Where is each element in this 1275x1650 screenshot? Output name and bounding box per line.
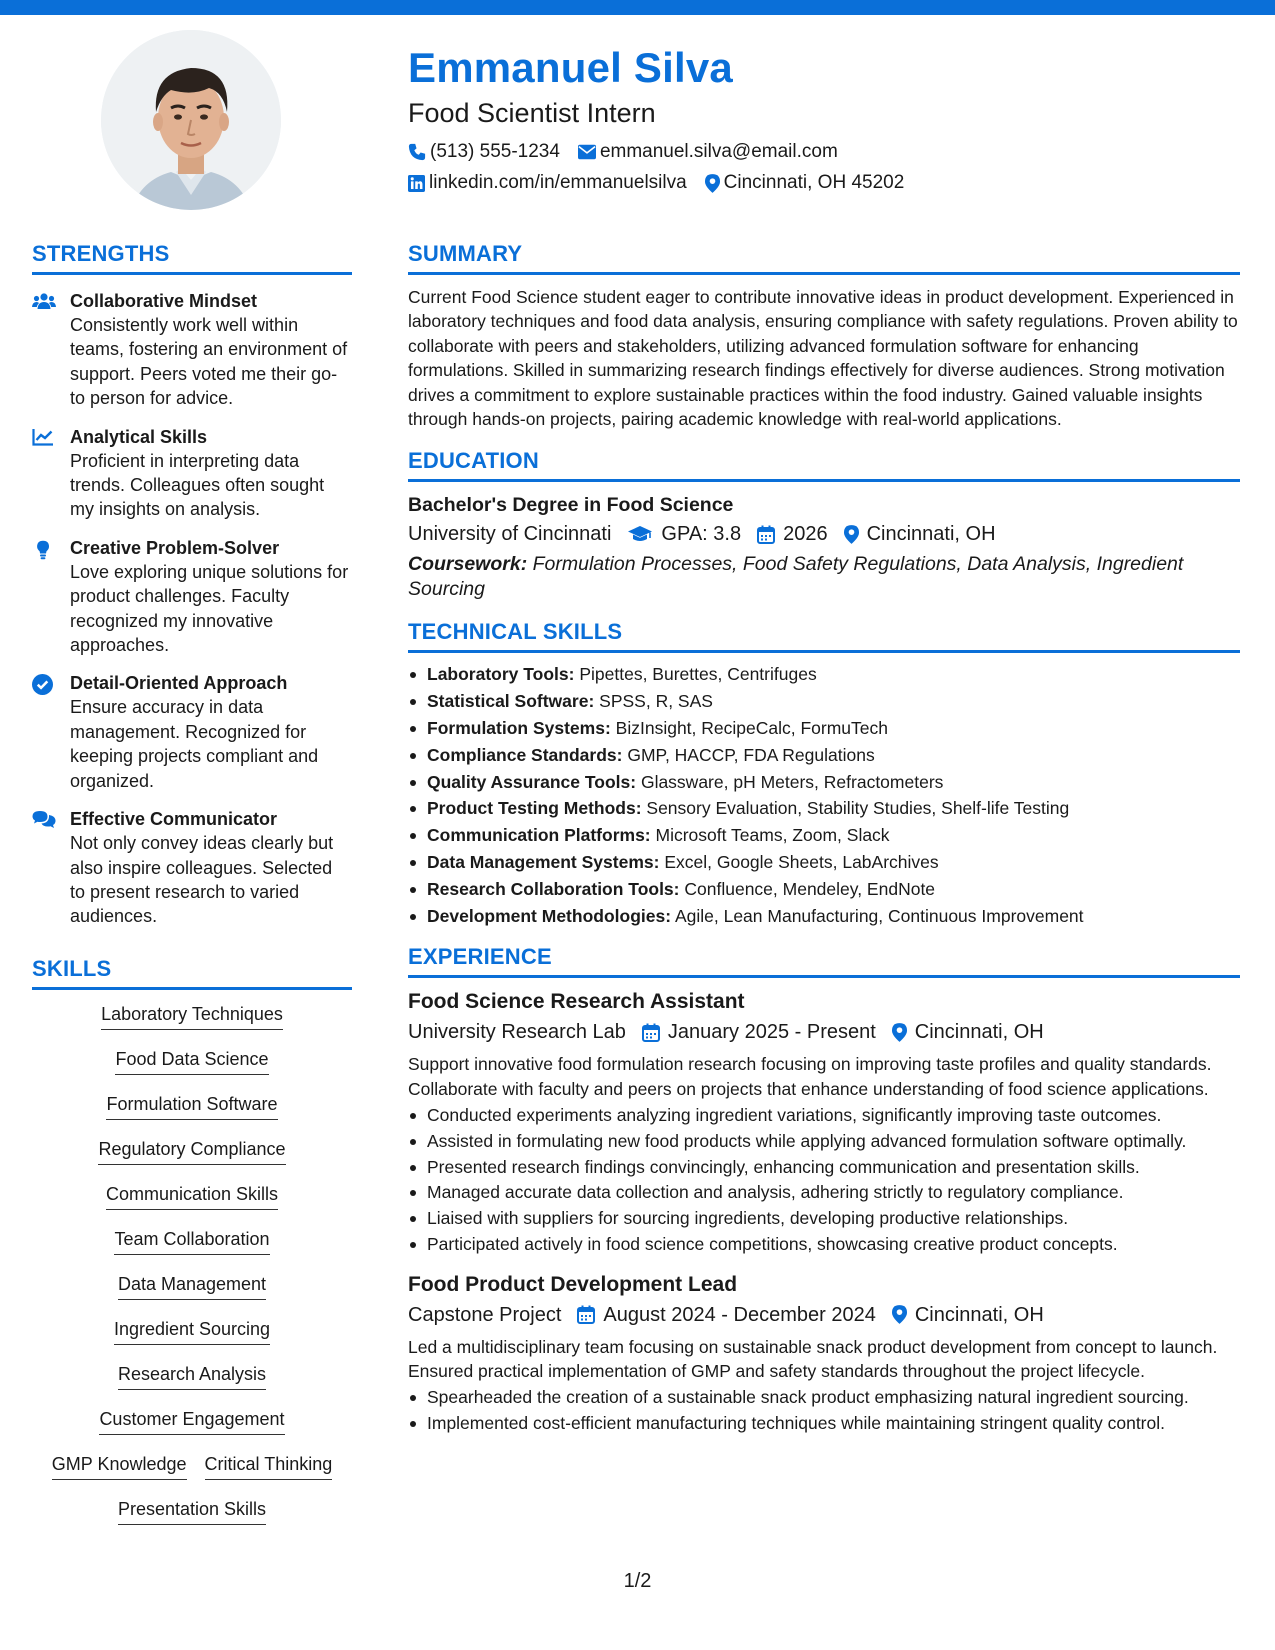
job-location bbox=[892, 1301, 1044, 1329]
calendar-icon bbox=[577, 1305, 595, 1324]
job-location-text: Cincinnati, OH bbox=[914, 1021, 1044, 1044]
strength-title: Effective Communicator bbox=[70, 809, 278, 830]
job-org-text: University Research Lab bbox=[408, 1021, 626, 1044]
tech-value: Microsoft Teams, Zoom, Slack bbox=[655, 825, 890, 846]
tech-label: Statistical Software: bbox=[427, 691, 595, 712]
list-item bbox=[408, 661, 1240, 688]
gpa bbox=[627, 520, 741, 548]
strengths-heading: STRENGTHS bbox=[32, 240, 352, 275]
job-meta bbox=[408, 1018, 1240, 1046]
location-pin-icon bbox=[844, 525, 859, 544]
tech-label: Compliance Standards: bbox=[427, 744, 623, 765]
job-title: Food Product Development Lead bbox=[408, 1272, 738, 1296]
list-item: Managed accurate data collection and analysis, adhering strictly to regulatory compliance. bbox=[408, 1180, 1240, 1204]
phone-icon bbox=[408, 143, 426, 161]
check-circle-icon bbox=[32, 674, 53, 695]
technical-skills-list bbox=[408, 661, 1240, 929]
linkedin-text: linkedin.com/in/emmanuelsilva bbox=[429, 172, 687, 193]
technical-skills-section bbox=[408, 618, 1240, 929]
strength-title: Creative Problem-Solver bbox=[70, 537, 280, 558]
degree-title: Bachelor's Degree in Food Science bbox=[408, 494, 734, 517]
job-org bbox=[408, 1018, 626, 1046]
job-org-text: Capstone Project bbox=[408, 1303, 562, 1326]
chart-line-icon bbox=[32, 428, 54, 446]
lightbulb-icon bbox=[32, 539, 54, 561]
candidate-name: Emmanuel Silva bbox=[408, 44, 733, 91]
tech-value: Glassware, pH Meters, Refractometers bbox=[640, 771, 944, 792]
tech-value: Excel, Google Sheets, LabArchives bbox=[664, 852, 939, 873]
email-text: emmanuel.silva@email.com bbox=[599, 141, 838, 162]
skill-tag: Regulatory Compliance bbox=[98, 1137, 285, 1165]
skill-tag: GMP Knowledge bbox=[52, 1452, 187, 1480]
job-bullets bbox=[408, 1385, 1240, 1435]
job-description: Led a multidisciplinary team focusing on sustainable snack product development from concept to launch. Ensured practical implementation of GMP and safety standards throughout the project lifecycle. bbox=[408, 1336, 1218, 1382]
top-accent-bar bbox=[0, 0, 1275, 15]
job-dates bbox=[642, 1018, 876, 1046]
tech-value: Agile, Lean Manufacturing, Continuous Improvement bbox=[674, 905, 1084, 926]
strength-title: Collaborative Mindset bbox=[70, 291, 258, 311]
skill-tag: Data Management bbox=[118, 1272, 266, 1300]
education-meta bbox=[408, 520, 1240, 548]
location-pin-icon bbox=[705, 174, 720, 193]
resume-header bbox=[408, 42, 1238, 197]
calendar-icon bbox=[757, 525, 775, 544]
tech-label: Formulation Systems: bbox=[427, 718, 611, 739]
contact-email[interactable] bbox=[578, 138, 838, 166]
tech-value: SPSS, R, SAS bbox=[599, 691, 713, 712]
list-item bbox=[408, 903, 1240, 930]
job-title: Food Science Research Assistant bbox=[408, 990, 745, 1014]
skills-list bbox=[32, 1002, 352, 1542]
graduation-year bbox=[757, 520, 828, 548]
job-description: Support innovative food formulation research focusing on improving taste profiles and quality standards. Collaborate with faculty and peers on projects that enhance understanding of food science applications. bbox=[408, 1054, 1212, 1099]
coursework-label: Coursework: bbox=[408, 553, 528, 576]
list-item bbox=[408, 849, 1240, 876]
list-item: Conducted experiments analyzing ingredient variations, significantly improving taste outcomes. bbox=[408, 1103, 1240, 1127]
skill-tag: Team Collaboration bbox=[114, 1227, 269, 1255]
experience-heading: EXPERIENCE bbox=[408, 943, 1240, 978]
skill-tag: Customer Engagement bbox=[99, 1407, 284, 1435]
school-text: University of Cincinnati bbox=[408, 523, 612, 546]
coursework bbox=[408, 552, 1240, 602]
job-bullets bbox=[408, 1103, 1240, 1257]
users-icon bbox=[32, 292, 56, 310]
candidate-role: Food Scientist Intern bbox=[408, 98, 656, 128]
tech-value: BizInsight, RecipeCalc, FormuTech bbox=[615, 718, 888, 739]
strength-item bbox=[32, 536, 352, 658]
calendar-icon bbox=[642, 1023, 660, 1042]
page-number: 1/2 bbox=[623, 1570, 652, 1592]
summary-heading: SUMMARY bbox=[408, 240, 1240, 275]
tech-label: Communication Platforms: bbox=[427, 825, 651, 846]
skill-tag: Communication Skills bbox=[106, 1182, 278, 1210]
strength-item bbox=[32, 289, 352, 411]
tech-label: Data Management Systems: bbox=[427, 852, 660, 873]
graduation-cap-icon bbox=[627, 525, 653, 543]
contact-row-2 bbox=[408, 169, 1238, 197]
contact-phone[interactable] bbox=[408, 138, 560, 166]
skill-tag: Formulation Software bbox=[106, 1092, 277, 1120]
linkedin-icon bbox=[408, 175, 425, 192]
list-item bbox=[408, 715, 1240, 742]
job-location bbox=[892, 1018, 1044, 1046]
strength-desc: Not only convey ideas clearly but also inspire colleagues. Selected to present research to varied audiences. bbox=[70, 833, 334, 927]
education-heading: EDUCATION bbox=[408, 447, 1240, 482]
list-item bbox=[408, 876, 1240, 903]
strength-desc: Ensure accuracy in data management. Recognized for keeping projects compliant and organized. bbox=[70, 697, 319, 791]
strength-item bbox=[32, 671, 352, 793]
skill-tag: Research Analysis bbox=[118, 1362, 266, 1390]
comments-icon bbox=[32, 810, 56, 829]
list-item bbox=[408, 742, 1240, 769]
school-location bbox=[844, 520, 996, 548]
right-column bbox=[408, 240, 1240, 1435]
skills-heading: SKILLS bbox=[32, 955, 352, 990]
left-column bbox=[32, 240, 352, 1542]
job-dates bbox=[577, 1301, 875, 1329]
strength-desc: Proficient in interpreting data trends. Colleagues often sought my insights on analysis. bbox=[70, 450, 325, 520]
school-name bbox=[408, 520, 611, 548]
list-item bbox=[408, 822, 1240, 849]
tech-label: Laboratory Tools: bbox=[427, 664, 575, 685]
skill-tag: Presentation Skills bbox=[118, 1497, 266, 1525]
education-section bbox=[408, 447, 1240, 602]
skill-tag: Critical Thinking bbox=[205, 1452, 333, 1480]
summary-text: Current Food Science student eager to contribute innovative ideas in product development. Experienced in laboratory techniques and food data analysis, ensuring compliance with safety regulations. Proven ability to collaborate with peers and stakeholders, utilizing advanced formulation software for enhancing formulations. Skilled in summarizing research findings effectively for diverse audiences. Strong motivation drives a commitment to explore sustainable practices within the food industry. Gained valuable insights through hands-on projects, pairing academic knowledge with real-world applications. bbox=[408, 287, 1238, 430]
location-text: Cincinnati, OH 45202 bbox=[723, 172, 905, 193]
tech-label: Development Methodologies: bbox=[427, 905, 672, 926]
skill-tag: Food Data Science bbox=[115, 1047, 268, 1075]
list-item: Participated actively in food science competitions, showcasing creative product concepts. bbox=[408, 1232, 1240, 1256]
list-item bbox=[408, 795, 1240, 822]
strength-title: Analytical Skills bbox=[70, 426, 208, 447]
contact-location bbox=[705, 169, 905, 197]
gpa-text: GPA: 3.8 bbox=[661, 523, 742, 546]
job-location-text: Cincinnati, OH bbox=[914, 1303, 1044, 1326]
list-item: Assisted in formulating new food products while applying advanced formulation software optimally. bbox=[408, 1129, 1240, 1153]
list-item: Liaised with suppliers for sourcing ingredients, developing productive relationships. bbox=[408, 1206, 1240, 1230]
job-org bbox=[408, 1301, 561, 1329]
location-pin-icon bbox=[892, 1023, 907, 1042]
tech-label: Quality Assurance Tools: bbox=[427, 771, 637, 792]
tech-value: Pipettes, Burettes, Centrifuges bbox=[579, 664, 817, 685]
envelope-icon bbox=[578, 144, 596, 160]
list-item bbox=[408, 688, 1240, 715]
phone-text: (513) 555-1234 bbox=[430, 141, 560, 162]
tech-label: Research Collaboration Tools: bbox=[427, 878, 680, 899]
school-location-text: Cincinnati, OH bbox=[866, 523, 996, 546]
list-item: Spearheaded the creation of a sustainable snack product emphasizing natural ingredient sourcing. bbox=[408, 1385, 1240, 1409]
experience-section bbox=[408, 943, 1240, 1435]
strength-title: Detail-Oriented Approach bbox=[70, 673, 288, 694]
skill-tag: Ingredient Sourcing bbox=[114, 1317, 270, 1345]
tech-value: Sensory Evaluation, Stability Studies, Shelf-life Testing bbox=[646, 798, 1070, 819]
tech-value: Confluence, Mendeley, EndNote bbox=[684, 878, 936, 899]
strength-desc: Love exploring unique solutions for product challenges. Faculty recognized my innovative approaches. bbox=[70, 561, 349, 656]
contact-row-1 bbox=[408, 138, 1238, 166]
year-text: 2026 bbox=[783, 523, 828, 546]
tech-label: Product Testing Methods: bbox=[427, 798, 642, 819]
skill-tag: Laboratory Techniques bbox=[101, 1002, 283, 1030]
contact-linkedin[interactable] bbox=[408, 169, 687, 197]
job-dates-text: August 2024 - December 2024 bbox=[603, 1303, 876, 1326]
job-meta bbox=[408, 1301, 1240, 1329]
job-dates-text: January 2025 - Present bbox=[667, 1021, 876, 1044]
tech-value: GMP, HACCP, FDA Regulations bbox=[627, 744, 875, 765]
strength-desc: Consistently work well within teams, fostering an environment of support. Peers voted me their go-to person for advice. bbox=[70, 315, 348, 409]
strength-item bbox=[32, 425, 352, 522]
list-item bbox=[408, 769, 1240, 796]
profile-photo bbox=[101, 30, 281, 210]
coursework-text: Formulation Processes, Food Safety Regulations, Data Analysis, Ingredient Sourcing bbox=[408, 553, 1184, 601]
location-pin-icon bbox=[892, 1305, 907, 1324]
strength-item bbox=[32, 807, 352, 929]
list-item: Presented research findings convincingly, enhancing communication and presentation skills. bbox=[408, 1155, 1240, 1179]
list-item: Implemented cost-efficient manufacturing techniques while maintaining stringent quality control. bbox=[408, 1411, 1240, 1435]
technical-skills-heading: TECHNICAL SKILLS bbox=[408, 618, 1240, 653]
